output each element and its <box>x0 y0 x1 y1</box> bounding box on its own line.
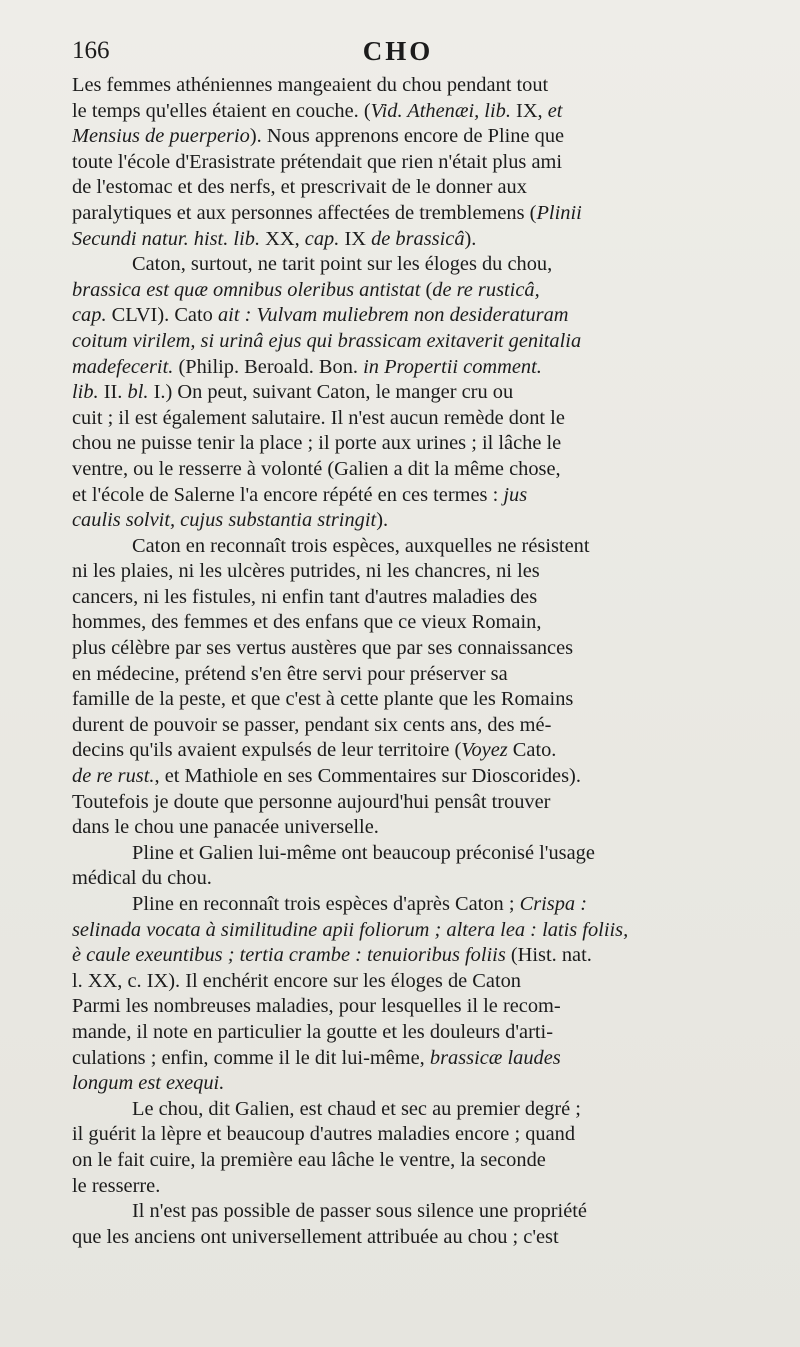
text-line <box>72 713 724 739</box>
text-line <box>72 610 724 636</box>
italic-segment: de re rusticâ, <box>432 278 540 301</box>
italic-segment: Mensius de puerperio <box>72 125 250 148</box>
text-line <box>72 687 724 713</box>
text-segment: Les femmes athéniennes mangeaient du chou pendant tout <box>72 74 549 96</box>
text-line <box>72 662 724 688</box>
paragraph <box>72 1199 724 1250</box>
text-line <box>72 841 724 867</box>
text-line <box>72 738 724 764</box>
text-segment: hommes, des femmes et des enfans que ce vieux Romain, <box>72 611 542 634</box>
text-segment: ventre, ou le resserre à volonté (Galien a dit la même chose, <box>72 457 561 480</box>
text-line <box>72 943 724 969</box>
paragraph <box>72 534 724 841</box>
text-segment: de l'estomac et des nerfs, et prescrivait de le donner aux <box>72 176 527 199</box>
text-segment: on le fait cuire, la première eau lâche le ventre, la seconde <box>72 1148 546 1171</box>
text-line <box>72 73 724 99</box>
text-line <box>72 994 724 1020</box>
text-line <box>72 559 724 585</box>
text-segment: ( <box>420 278 433 301</box>
text-line <box>72 124 724 150</box>
text-segment: Caton, surtout, ne tarit point sur les éloges du chou, <box>132 253 553 276</box>
text-line <box>72 1020 724 1046</box>
text-segment: toute l'école d'Erasistrate prétendait que rien n'était plus ami <box>72 150 563 173</box>
italic-segment: Vid. Athenæi, lib. <box>370 99 511 122</box>
text-segment: Parmi les nombreuses maladies, pour lesquelles il le recom- <box>72 995 561 1018</box>
text-segment: ni les plaies, ni les ulcères putrides, ni les chancres, ni les <box>72 560 540 583</box>
text-line <box>72 892 724 918</box>
text-segment: Pline et Galien lui-même ont beaucoup préconisé l'usage <box>132 841 595 864</box>
text-segment: (Philip. Beroald. Bon. <box>173 355 364 378</box>
body-text <box>72 73 724 1250</box>
text-line <box>72 1122 724 1148</box>
text-line <box>72 508 724 534</box>
text-segment: IX, <box>510 99 548 122</box>
text-segment: le temps qu'elles étaient en couche. ( <box>72 99 371 122</box>
text-segment: cancers, ni les fistules, ni enfin tant d'autres maladies des <box>72 585 538 608</box>
text-segment: cuit ; il est également salutaire. Il n'est aucun remède dont le <box>72 406 565 429</box>
italic-segment: Voyez <box>461 739 508 762</box>
italic-segment: è caule exeuntibus ; tertia crambe : tenuioribus foliis <box>72 944 506 967</box>
text-line <box>72 636 724 662</box>
text-line <box>72 815 724 841</box>
text-line <box>72 303 724 329</box>
italic-segment: caulis solvit, cujus substantia stringit <box>72 509 377 532</box>
text-line <box>72 790 724 816</box>
text-line <box>72 1174 724 1200</box>
italic-segment: coitum virilem, si urinâ ejus qui brassicam exitaverit genitalia <box>72 329 582 352</box>
paragraph <box>72 841 724 892</box>
text-line <box>72 1148 724 1174</box>
italic-segment: Secundi natur. hist. lib. <box>72 227 261 250</box>
text-segment: famille de la peste, et que c'est à cette plante que les Romains <box>72 688 574 711</box>
text-segment: il guérit la lèpre et beaucoup d'autres maladies encore ; quand <box>72 1123 576 1146</box>
text-segment: Caton en reconnaît trois espèces, auxquelles ne résistent <box>132 534 590 557</box>
paragraph <box>72 73 724 252</box>
text-line <box>72 355 724 381</box>
text-segment: que les anciens ont universellement attribuée au chou ; c'est <box>72 1225 559 1248</box>
text-line <box>72 918 724 944</box>
text-line <box>72 969 724 995</box>
italic-segment: de brassicâ <box>371 227 465 250</box>
paragraph <box>72 892 724 1097</box>
text-segment: (Hist. nat. <box>505 944 592 967</box>
page-number: 166 <box>72 37 110 64</box>
text-segment: et l'école de Salerne l'a encore répété en ces termes : <box>72 483 504 506</box>
italic-segment: cap. <box>72 304 107 327</box>
text-line <box>72 252 724 278</box>
text-segment: Toutefois je doute que personne aujourd'hui pensât trouver <box>72 790 551 813</box>
text-segment: Il n'est pas possible de passer sous silence une propriété <box>132 1200 587 1223</box>
text-line <box>72 99 724 125</box>
text-line <box>72 585 724 611</box>
text-segment: ). <box>464 227 477 250</box>
text-segment: IX <box>339 227 372 250</box>
text-segment: ). Nous apprenons encore de Pline que <box>249 125 565 148</box>
italic-segment: Plinii <box>536 201 582 224</box>
paragraph <box>72 252 724 534</box>
text-segment: I.) On peut, suivant Caton, le manger cru ou <box>148 381 514 404</box>
text-segment: l. XX, c. IX). Il enchérit encore sur les éloges de Caton <box>72 969 522 992</box>
italic-segment: brassicæ laudes <box>429 1046 561 1069</box>
text-line <box>72 1225 724 1251</box>
italic-segment: de re rust. <box>72 765 155 788</box>
italic-segment: et <box>547 99 563 122</box>
text-segment: plus célèbre par ses vertus austères que par ses connaissances <box>72 637 574 660</box>
text-line <box>72 866 724 892</box>
running-head: CHO <box>362 36 434 66</box>
italic-segment: cap. <box>304 227 340 250</box>
italic-segment: madefecerit. <box>72 355 174 378</box>
text-segment: chou ne puisse tenir la place ; il porte aux urines ; il lâche le <box>72 432 562 455</box>
text-line <box>72 764 724 790</box>
text-segment: II. <box>98 381 128 404</box>
text-line <box>72 175 724 201</box>
text-line <box>72 534 724 560</box>
italic-segment: brassica est quæ omnibus oleribus antistat <box>72 278 421 301</box>
italic-segment: bl. <box>127 381 149 404</box>
text-segment: en médecine, prétend s'en être servi pour préserver sa <box>72 662 508 685</box>
italic-segment: ait : Vulvam muliebrem non desideraturam <box>217 304 569 327</box>
text-line <box>72 150 724 176</box>
text-line <box>72 406 724 432</box>
text-line <box>72 380 724 406</box>
text-segment: CLVI). Cato <box>106 304 218 327</box>
text-segment: dans le chou une panacée universelle. <box>72 816 379 839</box>
text-line <box>72 278 724 304</box>
italic-segment: Crispa : <box>519 893 588 915</box>
italic-segment: in Propertii comment. <box>363 355 542 378</box>
text-segment: durent de pouvoir se passer, pendant six cents ans, des mé- <box>72 713 552 736</box>
text-segment: decins qu'ils avaient expulsés de leur territoire ( <box>72 739 462 762</box>
italic-segment: jus <box>503 483 528 506</box>
text-line <box>72 1046 724 1072</box>
text-segment: Cato. <box>507 739 557 762</box>
italic-segment: longum est exequi. <box>72 1072 225 1095</box>
text-segment: XX, <box>260 227 305 250</box>
text-segment: ). <box>376 509 389 532</box>
italic-segment: selinada vocata à similitudine apii foliorum ; altera lea : latis foliis, <box>72 918 629 941</box>
paragraph <box>72 1097 724 1199</box>
text-segment: médical du chou. <box>72 867 212 890</box>
page-header <box>72 34 724 74</box>
text-line <box>72 1097 724 1123</box>
text-line <box>72 431 724 457</box>
text-line <box>72 483 724 509</box>
text-segment: Pline en reconnaît trois espèces d'après Caton ; <box>132 893 520 915</box>
text-line <box>72 1199 724 1225</box>
text-line <box>72 227 724 253</box>
text-segment: mande, il note en particulier la goutte et les douleurs d'arti- <box>72 1020 553 1043</box>
text-line <box>72 1071 724 1097</box>
text-segment: le resserre. <box>72 1174 161 1197</box>
text-segment: Le chou, dit Galien, est chaud et sec au premier degré ; <box>132 1097 581 1120</box>
italic-segment: lib. <box>72 381 99 404</box>
text-segment: , et Mathiole en ses Commentaires sur Dioscorides). <box>154 765 581 788</box>
text-segment: paralytiques et aux personnes affectées de tremblemens ( <box>72 201 537 224</box>
text-segment: culations ; enfin, comme il le dit lui-même, <box>72 1046 430 1069</box>
text-line <box>72 329 724 355</box>
text-line <box>72 201 724 227</box>
text-line <box>72 457 724 483</box>
